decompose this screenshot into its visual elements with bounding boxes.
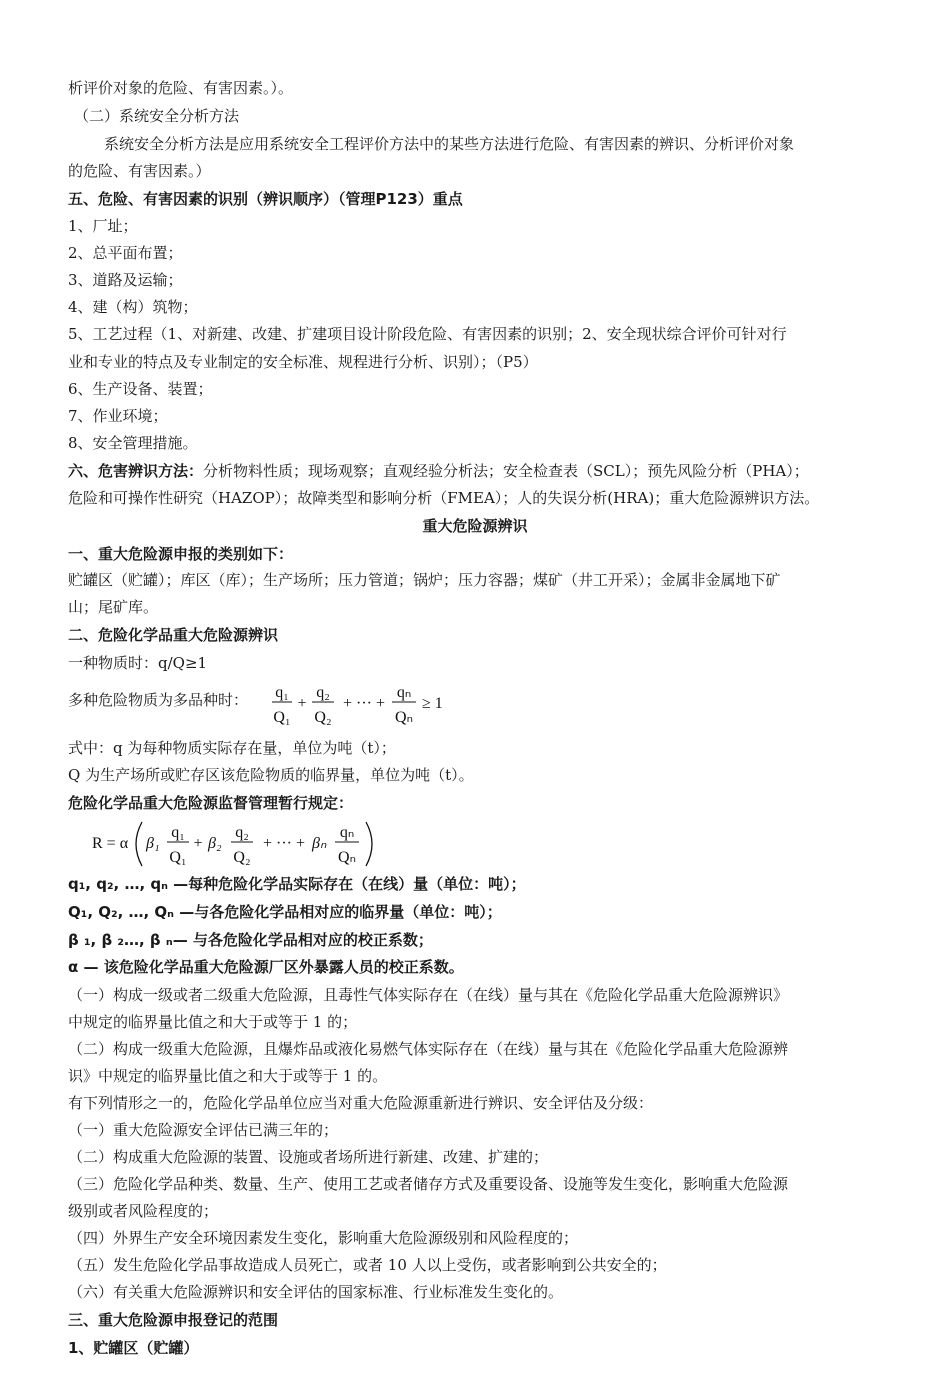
fraction-denominator: Qₙ [395, 709, 413, 726]
list-item: 7、作业环境； [68, 407, 168, 425]
list-item: （五）发生危险化学品事故造成人员死亡，或者 10 人以上受伤，或者影响到公共安全的； [68, 1256, 667, 1274]
paragraph-line: 识》中规定的临界量比值之和大于或等于 1 的。 [68, 1067, 388, 1085]
paragraph-line: 山；尾矿库。 [68, 598, 159, 616]
definition-line: α — 该危险化学品重大危险源厂区外暴露人员的校正系数。 [68, 958, 464, 976]
right-paren [366, 822, 372, 866]
list-item: 4、建（构）筑物； [68, 298, 198, 316]
fraction-denominator: Q₁ [169, 849, 187, 866]
paragraph-line: 一种物质时：q/Q≥1 [68, 654, 208, 672]
list-item: （二）构成重大危险源的装置、设施或者场所进行新建、改建、扩建的； [68, 1148, 549, 1166]
list-item: 1、厂址； [68, 217, 138, 235]
list-item: （三）危险化学品种类、数量、生产、使用工艺或者储存方式及重要设备、设施等发生变化，影响重大危险源 [68, 1175, 789, 1193]
section-heading: 二、危险化学品重大危险源辨识 [68, 626, 279, 644]
formula-r-value [90, 816, 390, 877]
paragraph-line: 有下列情形之一的，危险化学品单位应当对重大危险源重新进行辨识、安全评估及分级： [68, 1094, 654, 1112]
list-item: 2、总平面布置； [68, 244, 183, 262]
section-heading: 五、危险、有害因素的识别（辨识顺序）（管理P123）重点 [68, 190, 463, 208]
formula-lhs: R = α [92, 835, 129, 852]
list-item: 5、工艺过程（1、对新建、改建、扩建项目设计阶段危险、有害因素的识别；2、安全现状综合评价可针对行 [68, 325, 787, 343]
fraction-denominator: Q₂ [233, 849, 251, 866]
fraction-numerator: q₁ [171, 824, 185, 841]
definition-line: Q₁, Q₂, …, Qₙ —与各危险化学品相对应的临界量（单位：吨）； [68, 903, 502, 921]
list-item: 8、安全管理措施。 [68, 434, 198, 452]
section-heading: 一、重大危险源申报的类别如下： [68, 545, 294, 563]
methods-line: 危险和可操作性研究（HAZOP）；故障类型和影响分析（FMEA）；人的失误分析(HRA)；重大危险源辨识方法。 [68, 489, 820, 507]
fraction-numerator: q₂ [316, 684, 330, 701]
methods-line [68, 461, 809, 481]
section-heading: 危险化学品重大危险源监督管理暂行规定： [68, 794, 354, 812]
plus-sign: + [297, 695, 307, 712]
paragraph-line: Q 为生产场所或贮存区该危险物质的临界量，单位为吨（t）。 [68, 766, 474, 784]
list-item: 6、生产设备、装置； [68, 380, 213, 398]
formula-sum-ratio-svg [270, 677, 460, 729]
section-heading: 六、危害辨识方法： [68, 462, 204, 480]
paragraph-line: 系统安全分析方法是应用系统安全工程评价方法中的某些方法进行危险、有害因素的辨识、分析评价对象 [104, 135, 795, 153]
section-heading: 三、重大危险源申报登记的范围 [68, 1311, 279, 1329]
fraction-numerator: qₙ [396, 684, 412, 701]
beta-coefficient: β₂ [208, 835, 222, 852]
list-item: （六）有关重大危险源辨识和安全评估的国家标准、行业标准发生变化的。 [68, 1283, 564, 1301]
formula-r-value-svg [90, 816, 390, 872]
fraction-denominator: Q₂ [314, 709, 332, 726]
paragraph-line: （二）构成一级重大危险源，且爆炸品或液化易燃气体实际存在（在线）量与其在《危险化学品重大危险源辨 [68, 1040, 789, 1058]
beta-coefficient: β₁ [146, 835, 160, 852]
paragraph-line: 式中：q 为每种物质实际存在量，单位为吨（t）； [68, 739, 396, 757]
section-subheading: 1、贮罐区（贮罐） [68, 1339, 199, 1357]
page-title: 重大危险源辨识 [422, 517, 528, 535]
list-item: （四）外界生产安全环境因素发生变化，影响重大危险源级别和风险程度的； [68, 1229, 579, 1247]
paragraph-line: （一）构成一级或者二级重大危险源，且毒性气体实际存在（在线）量与其在《危险化学品重大危险源辨识》 [68, 986, 789, 1004]
paragraph-line: 贮罐区（贮罐）；库区（库）；生产场所；压力管道；锅炉；压力容器；煤矿（井工开采）；金属非金属地下矿 [68, 571, 781, 589]
plus-sign: + [193, 835, 203, 852]
ellipsis-sum: + ··· + [342, 695, 386, 712]
subheading: （二）系统安全分析方法 [74, 107, 240, 125]
paragraph-line: 多种危险物质为多品种时： [68, 691, 249, 709]
list-item: 3、道路及运输； [68, 271, 183, 289]
fraction-numerator: q₂ [235, 824, 249, 841]
text-line: 析评价对象的危险、有害因素。）。 [68, 79, 294, 97]
fraction-denominator: Q₁ [273, 709, 291, 726]
list-item: （一）重大危险源安全评估已满三年的； [68, 1121, 339, 1139]
fraction-numerator: q₁ [275, 684, 289, 701]
definition-line: q₁, q₂, …, qₙ —每种危险化学品实际存在（在线）量（单位：吨）； [68, 875, 526, 893]
paragraph-line: 中规定的临界量比值之和大于或等于 1 的； [68, 1013, 358, 1031]
geq-one: ≥ 1 [422, 695, 443, 712]
formula-sum-ratio [270, 677, 460, 734]
paragraph-line: 的危险、有害因素。） [68, 162, 211, 180]
methods-text: 分析物料性质；现场观察；直观经验分析法；安全检查表（SCL）；预先风险分析（PHA）； [203, 462, 809, 480]
fraction-denominator: Qₙ [338, 849, 356, 866]
beta-coefficient: βₙ [312, 835, 327, 852]
fraction-numerator: qₙ [339, 824, 355, 841]
left-paren [136, 822, 142, 866]
definition-line: β ₁, β ₂…, β ₙ— 与各危险化学品相对应的校正系数； [68, 931, 433, 949]
list-item-continued: 业和专业的特点及专业制定的安全标准、规程进行分析、识别）；（P5） [68, 353, 538, 371]
ellipsis-sum: + ··· + [262, 835, 306, 852]
list-item-continued: 级别或者风险程度的； [68, 1202, 219, 1220]
